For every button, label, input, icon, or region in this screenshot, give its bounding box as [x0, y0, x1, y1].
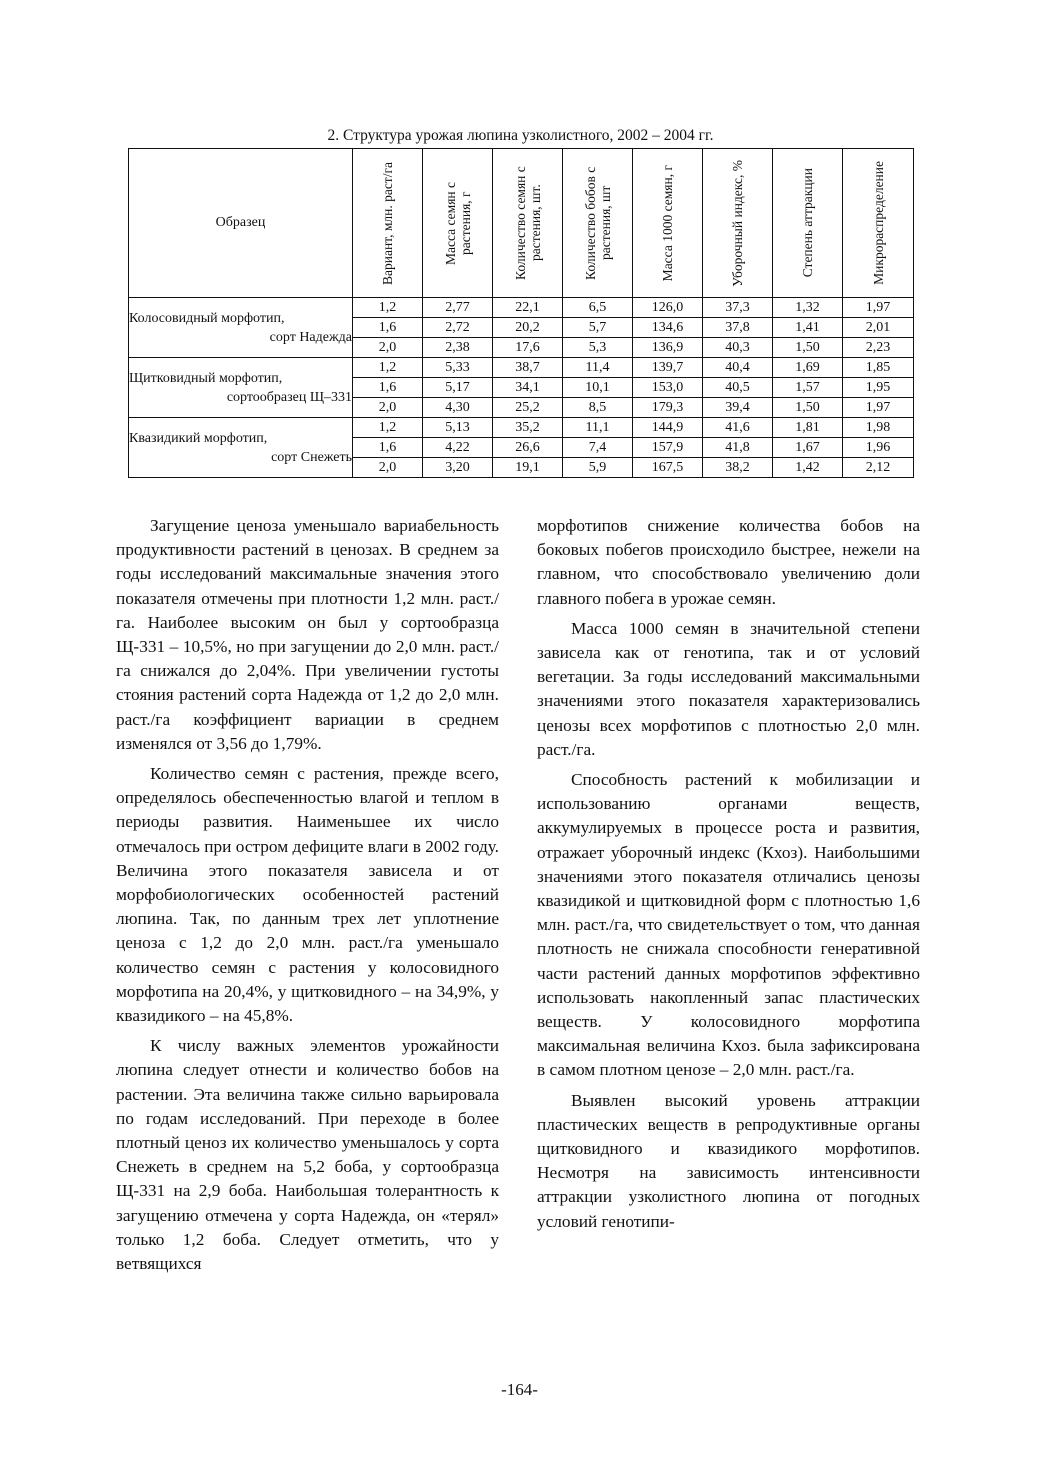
table-cell: 22,1: [493, 298, 563, 318]
table-cell: 1,32: [773, 298, 843, 318]
table-cell: 5,7: [563, 318, 633, 338]
table-cell: 35,2: [493, 418, 563, 438]
table-cell: 1,95: [843, 378, 914, 398]
table-cell: 2,38: [423, 338, 493, 358]
table-cell: 5,3: [563, 338, 633, 358]
table-cell: 40,5: [703, 378, 773, 398]
paragraph: К числу важных элементов урожайности люпина следует отнести и количество бобов на растении. Эта величина также сильно варьировала по годам исследований. При переходе в более плотный ценоз их количество уменьшалось у сорта Снежеть в среднем на 5,2 боба, у сортообразца Щ-331 на 2,9 боба. Наибольшая толерантность к загущению отмечена у сорта Надежда, он «терял» только 1,2 боба. Следует отметить, что у ветвящихся: [116, 1036, 499, 1274]
sample-name-line: Щитковидный морфотип,: [129, 370, 283, 386]
table-cell: 17,6: [493, 338, 563, 358]
header-pod-count: Количество бобов с растения, шт: [563, 149, 633, 298]
table-cell: 1,2: [353, 358, 423, 378]
table-cell: 1,6: [353, 318, 423, 338]
page-number: -164-: [501, 1380, 538, 1399]
table-cell: 5,33: [423, 358, 493, 378]
header-attraction: Степень аттракции: [773, 149, 843, 298]
paragraph: Выявлен высокий уровень аттракции пластических веществ в репродуктивные органы щитковидного и квазидикого морфотипов. Несмотря на зависимость интенсивности аттракции узколистного люпина от погодных условий генотипи-: [537, 1090, 920, 1231]
table-cell: 157,9: [633, 438, 703, 458]
table-cell: 2,77: [423, 298, 493, 318]
table-cell: 25,2: [493, 398, 563, 418]
paragraph: морфотипов снижение количества бобов на боковых побегов происходило быстрее, нежели на главном, что способствовало увеличению доли главного побега в урожае семян.: [537, 516, 920, 608]
table-cell: 11,4: [563, 358, 633, 378]
table-cell: 19,1: [493, 458, 563, 478]
table-cell: 40,4: [703, 358, 773, 378]
table-cell: 11,1: [563, 418, 633, 438]
table-cell: 10,1: [563, 378, 633, 398]
header-seed-mass: Масса семян с растения, г: [423, 149, 493, 298]
paragraph: Способность растений к мобилизации и использованию органами веществ, аккумулируемых в процессе роста и развития, отражает уборочный индекс (Кхоз). Наибольшими значениями этого показателя отличались ценозы квазидикой и щитковидной форм с плотностью 1,6 млн. раст./га, что свидетельствует о том, что данная плотность не снижала способности генеративной части растений данных морфотипов эффективно использовать накопленный запас пластических веществ. У колосовидного морфотипа максимальная величина Кхоз. была зафиксирована в самом плотном ценозе – 2,0 млн. раст./га.: [537, 770, 920, 1080]
table-row: [129, 298, 914, 318]
table-cell: 1,2: [353, 418, 423, 438]
table-cell: 1,50: [773, 398, 843, 418]
table-cell: 38,7: [493, 358, 563, 378]
table-cell: 1,57: [773, 378, 843, 398]
sample-cultivar-line: сорт Снежеть: [271, 449, 352, 465]
sample-name-line: Квазидикий морфотип,: [129, 430, 268, 446]
table-cell: 179,3: [633, 398, 703, 418]
table-cell: 5,9: [563, 458, 633, 478]
table-cell: 144,9: [633, 418, 703, 438]
header-thousand-seed-mass: Масса 1000 семян, г: [633, 149, 703, 298]
header-seed-count: Количество семян с растения, шт.: [493, 149, 563, 298]
table-cell: 1,41: [773, 318, 843, 338]
table-cell: 2,0: [353, 458, 423, 478]
table-cell: 2,01: [843, 318, 914, 338]
table-cell: 37,8: [703, 318, 773, 338]
header-microdistribution: Микрораспределение: [843, 149, 914, 298]
table-cell: 2,0: [353, 338, 423, 358]
yield-structure-table: [128, 148, 914, 478]
sample-cell: [129, 358, 353, 418]
table-row: [129, 418, 914, 438]
table-header-row: [129, 149, 914, 298]
table-cell: 139,7: [633, 358, 703, 378]
table-cell: 38,2: [703, 458, 773, 478]
sample-name-line: Колосовидный морфотип,: [129, 310, 285, 326]
table-cell: 1,42: [773, 458, 843, 478]
header-sample: Образец: [129, 149, 353, 298]
table-cell: 1,97: [843, 298, 914, 318]
sample-cell: [129, 418, 353, 478]
sample-cell: [129, 298, 353, 358]
table-cell: 167,5: [633, 458, 703, 478]
paragraph: Масса 1000 семян в значительной степени зависела как от генотипа, так и от условий вегетации. За годы исследований максимальными значениями этого показателя характеризовались ценозы всех морфотипов с плотностью 2,0 млн. раст./га.: [537, 618, 920, 759]
table-cell: 1,67: [773, 438, 843, 458]
table-cell: 6,5: [563, 298, 633, 318]
paragraph: Загущение ценоза уменьшало вариабельность продуктивности растений в ценозах. В среднем за годы исследований максимальные значения этого показателя отмечены при плотности 1,2 млн. раст./га. Наиболее высоким он был у сортообразца Щ-331 – 10,5%, но при загущении до 2,0 млн. раст./га снижался до 2,04%. При увеличении густоты стояния растений сорта Надежда от 1,2 до 2,0 млн. раст./га коэффициент вариации в среднем изменялся от 3,56 до 1,79%.: [116, 516, 499, 753]
header-variant: Вариант, млн. раст/га: [353, 149, 423, 298]
table-cell: 5,13: [423, 418, 493, 438]
text-column-left: [116, 514, 499, 1276]
table-cell: 1,6: [353, 378, 423, 398]
table-cell: 1,96: [843, 438, 914, 458]
table-cell: 4,30: [423, 398, 493, 418]
table-cell: 41,8: [703, 438, 773, 458]
sample-cultivar-line: сорт Надежда: [269, 329, 352, 345]
table-cell: 20,2: [493, 318, 563, 338]
table-cell: 1,85: [843, 358, 914, 378]
table-cell: 41,6: [703, 418, 773, 438]
table-cell: 40,3: [703, 338, 773, 358]
table-cell: 7,4: [563, 438, 633, 458]
table-cell: 2,23: [843, 338, 914, 358]
table-cell: 8,5: [563, 398, 633, 418]
table-cell: 2,72: [423, 318, 493, 338]
table-cell: 1,69: [773, 358, 843, 378]
table-caption: 2. Структура урожая люпина узколистного, 2002 – 2004 гг.: [327, 127, 714, 144]
table-cell: 134,6: [633, 318, 703, 338]
table-cell: 26,6: [493, 438, 563, 458]
table-cell: 1,2: [353, 298, 423, 318]
table-row: [129, 358, 914, 378]
header-harvest-index: Уборочный индекс, %: [703, 149, 773, 298]
table-cell: 3,20: [423, 458, 493, 478]
sample-cultivar-line: сортообразец Щ–331: [226, 389, 352, 405]
table-cell: 34,1: [493, 378, 563, 398]
table-cell: 4,22: [423, 438, 493, 458]
table-cell: 1,50: [773, 338, 843, 358]
table-cell: 5,17: [423, 378, 493, 398]
table-cell: 2,12: [843, 458, 914, 478]
table-cell: 1,97: [843, 398, 914, 418]
table-cell: 37,3: [703, 298, 773, 318]
table-cell: 1,6: [353, 438, 423, 458]
table-cell: 2,0: [353, 398, 423, 418]
table-cell: 1,81: [773, 418, 843, 438]
text-column-right: [537, 514, 920, 1234]
table-cell: 39,4: [703, 398, 773, 418]
table-cell: 136,9: [633, 338, 703, 358]
paragraph: Количество семян с растения, прежде всего, определялось обеспеченностью влагой и теплом в периоды развития. Наименьшее их число отмечалось при остром дефиците влаги в 2002 году. Величина этого показателя зависела и от морфобиологических особенностей растений люпина. Так, по данным трех лет уплотнение ценоза с 1,2 до 2,0 млн. раст./га уменьшало количество семян с растения у колосовидного морфотипа на 20,4%, у щитковидного – на 34,9%, у квазидикого – на 45,8%.: [116, 764, 499, 1026]
table-cell: 1,98: [843, 418, 914, 438]
table-cell: 126,0: [633, 298, 703, 318]
table-cell: 153,0: [633, 378, 703, 398]
